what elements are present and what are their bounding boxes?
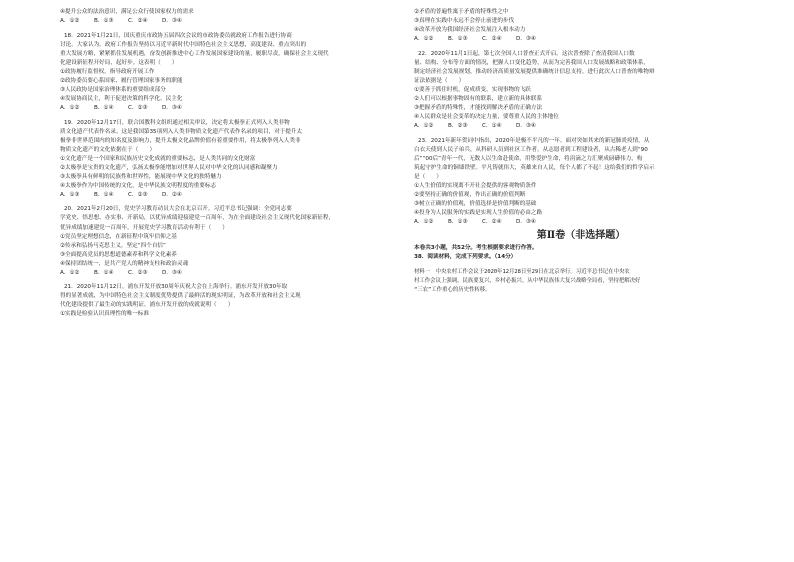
- q23-stem-line: 筑起守护生命的铜墙铁壁。平凡铸就伟大，英雄来自人民，每个人都了不起！这给我们的哲学启示: [414, 164, 655, 171]
- q23-statement: ③树立正确的价值观，价值选择是价值判断的基础: [414, 200, 537, 207]
- q19-stem-line: 物质文化遗产的文化依据在于（ ）: [60, 146, 156, 153]
- q21-option-c: C．②④: [482, 36, 502, 43]
- q18-stem-line: 化建设新征程开好局，起好步。这表明（ ）: [60, 59, 178, 66]
- q22-stem-line: 制定经济社会发展规划，推动经济高质量发展提供准确统计信息支持。进行此次人口普查的唯物辩: [414, 68, 655, 75]
- q21-statement: ④改革开放为我国经济社会发展注入根本动力: [414, 27, 526, 34]
- q22-statement: ②人们可以根据事物固有的联系，建立新的具体联系: [414, 95, 543, 102]
- q20-option-b: B．①④: [94, 269, 114, 276]
- q23-statement: ④投身为人民服务的实践是实现人生价值的必由之路: [414, 209, 543, 216]
- part-2-title: 第Ⅱ卷（非选择题）: [536, 230, 626, 242]
- q17-statement-4: ④提升公众的法治意识，满足公众行使国家权力的需求: [60, 9, 194, 15]
- material-line: 材料一 中央农村工作会议于2020年12月28日至29日在北京举行。习近平总书记在中央农: [414, 268, 630, 275]
- q21-stem-line: 得的显著成就，为中国特色社会主义制度优势提供了最鲜活的现实明证，为改革开放和社会主义现: [60, 293, 301, 300]
- q21-option-a: A．①②: [414, 36, 434, 43]
- q20-statement: ④保持团结统一，是共产党人的精神支柱和政治灵魂: [60, 260, 189, 267]
- q22-option-c: C．①④: [482, 123, 502, 130]
- question-20: [60, 205, 394, 277]
- left-column: [60, 8, 394, 320]
- q20-statement: ①党员坚定理想信念，在新征程中筑牢信仰之基: [60, 233, 177, 240]
- q23-stem-line: 23．2021年新年贺词中指出，2020年是极不平凡的一年。面对突如其来的新冠肺炎疫情，从: [418, 137, 650, 144]
- q22-stem-line: 证法依据是（ ）: [414, 77, 465, 84]
- q23-stem-line: 后”“00后”青年一代，无数人以生命赴使命，用挚爱护生命，将涓滴之力汇聚成磅礴伟力，构: [414, 155, 643, 162]
- q38-material-1: [414, 268, 748, 295]
- q21-option-d: D．③④: [516, 36, 536, 43]
- q18-option-b: B．①④: [94, 104, 114, 111]
- q18-stem-line: 讨论。大家认为，政府工作报告坚持以习近平新时代中国特色社会主义思想，高度建设、重点突出的: [60, 41, 307, 48]
- q18-option-c: C．②③: [128, 104, 148, 111]
- q18-options: [60, 104, 394, 113]
- q19-option-b: B．①④: [94, 191, 114, 198]
- q20-option-a: A．①②: [60, 269, 80, 276]
- q20-stem-line: 20．2021年2月20日，党史学习教育动员大会在北京召开。习近平总书记强调：全党同志要: [64, 206, 292, 213]
- q17-option-c: C．②④: [128, 18, 148, 25]
- q19-statement: ①文化遗产是一个国家和民族历史文化成就的重要标志，是人类共同的文化财富: [60, 155, 256, 162]
- q22-option-a: A．①②: [414, 123, 434, 130]
- q20-statement: ③全面提高党员的思想道德素养和科学文化素养: [60, 251, 177, 258]
- part-2-note: 本卷共3小题，共52分。考生根据要求进行作答。: [414, 245, 538, 252]
- q22-option-b: B．②③: [448, 123, 468, 130]
- q19-stem-line: 质文化遗产代表作名录。这是我国第35项列入人类非物质文化遗产代表作名录的项目，对于提升太: [60, 128, 303, 135]
- q18-option-a: A．①②: [60, 104, 80, 111]
- q19-statement: ③太极拳具有鲜明的民族性和世界性，能展现中华文化的独特魅力: [60, 173, 222, 180]
- q21-statement: ②矛盾的普遍性寓于矛盾的特殊性之中: [414, 9, 509, 15]
- q18-statement: ③人民政协是国家治理体系的重要组成部分: [60, 86, 166, 93]
- q20-option-d: D．③④: [162, 269, 182, 276]
- q18-stem-line: 重大发展方略，紧紧抓住发展机遇，奋发创新推进中心工作发展国家建设的量，履职尽责，确保社会主义现代: [60, 50, 329, 57]
- question-19: [60, 119, 394, 200]
- q22-options: [414, 122, 748, 131]
- q22-stem-line: 量、结构、分布等方面的情况，把握人口变化趋势，从而为完善我国人口发展战略和政策体系，: [414, 59, 649, 66]
- q21-stem-line: 21．2020年11月12日，浦东开发开放30周年庆祝大会在上海举行。浦东开发开放30年取: [64, 284, 288, 291]
- question-18: [60, 32, 394, 113]
- question-23: [414, 137, 748, 227]
- q23-option-a: A．①②: [414, 219, 434, 226]
- q38-heading: 38．阅读材料，完成下列要求。（14分）: [414, 254, 517, 261]
- q20-option-c: C．②③: [128, 269, 148, 276]
- question-21-continued: [414, 8, 748, 44]
- q23-stem-line: 白衣天使到人民子弟兵，从科研人员到社区工作者，从志愿者到工程建设者，从古稀老人到“90: [414, 146, 648, 153]
- q21-option-b: B．①③: [448, 36, 468, 43]
- q18-statement: ④发展协商民主，利于促进决策的科学化、民主化: [60, 95, 183, 102]
- q23-statement: ②要坚持正确的价值观，作出正确的价值判断: [414, 191, 526, 198]
- q21-stem-line: 代化建设提供了最生动的实践明证。浦东开发开放的成就说明（ ）: [60, 302, 234, 309]
- q22-statement: ③把握矛盾的特殊性，才能找到解决矛盾的正确方法: [414, 104, 543, 111]
- q19-options: [60, 191, 394, 200]
- q22-statement: ①要善于抓住时机，促成质变，实现事物的飞跃: [414, 86, 531, 93]
- q23-option-d: D．③④: [516, 219, 536, 226]
- q17-option-b: B．①③: [94, 18, 114, 25]
- q22-statement: ④人民群众是社会变革的决定力量，要尊重人民的主体地位: [414, 114, 559, 121]
- q19-statement: ④太极拳作为中国传统的文化，是中华民族文明程度的重要标志: [60, 182, 217, 189]
- q17-option-a: A．①②: [60, 18, 80, 25]
- material-line: “三农”工作重心的历史性转移。: [414, 286, 491, 293]
- material-line: 村工作会议上强调，民族要复兴，乡村必振兴。从中华民族伟大复兴战略全局看，坚持把解决好: [414, 277, 641, 284]
- q18-option-d: D．③④: [162, 104, 182, 111]
- q23-option-b: B．①③: [448, 219, 468, 226]
- q21-options: [414, 35, 748, 44]
- q20-stem-line: 学党史、悟思想、办实事、开新局，以优异成绩迎接建党一百周年，为在全面建设社会主义现代化国家新征程，: [60, 215, 335, 222]
- q23-options: [414, 218, 748, 227]
- q22-stem-line: 22．2020年11月1日起，第七次全国人口普查正式开启。这次普查除了查清我国人口数: [418, 50, 635, 57]
- q23-statement: ①人生价值的实现离不开社会提供的客观物质条件: [414, 182, 537, 189]
- q19-stem-line: 19．2020年12月17日，联合国教科文组织通过相关审议，决定将太极拳正式列入人类非物: [64, 119, 290, 126]
- q19-option-c: C．②③: [128, 191, 148, 198]
- q18-statement: ①政协履行监督权，指导政府开展工作: [60, 68, 155, 75]
- q20-options: [60, 269, 394, 278]
- question-22: [414, 50, 748, 131]
- q19-option-d: D．②④: [162, 191, 182, 198]
- right-column: [414, 8, 748, 295]
- q17-options: [60, 17, 394, 26]
- q23-stem-line: 是（ ）: [414, 173, 442, 180]
- q17-option-d: D．③④: [162, 18, 182, 25]
- q20-statement: ②传承和弘扬马克思主义，坚定“四个自信”: [60, 242, 166, 249]
- q19-stem-line: 极拳非世界范围内的知名度及影响力，提升太极文化品牌价值有着重要作用，将太极拳列入人类非: [60, 137, 301, 144]
- q20-stem-line: 优异成绩加速建党一百周年，开展党史学习教育活动有利于（ ）: [60, 224, 228, 231]
- q22-option-d: D．③④: [516, 123, 536, 130]
- question-21: [60, 283, 394, 319]
- q23-option-c: C．②④: [482, 219, 502, 226]
- q18-stem-line: 18．2021年1月21日，国庆重庆市政协五届四次会议的市政协委员就政府工作报告进行协商: [64, 32, 292, 39]
- q19-option-a: A．①③: [60, 191, 80, 198]
- q21-statement: ①实践是检验认识真理性的唯一标准: [60, 311, 149, 318]
- q18-statement: ②政协委员要心系国家，履行管理国家事务的职能: [60, 77, 183, 84]
- q19-statement: ②太极拳是宝贵的文化遗产，弘扬太极拳能增加对世界人民对中华文化的认同感和凝聚力: [60, 164, 278, 171]
- q21-statement: ③真理在实践中永远不会停止前进的步伐: [414, 18, 515, 25]
